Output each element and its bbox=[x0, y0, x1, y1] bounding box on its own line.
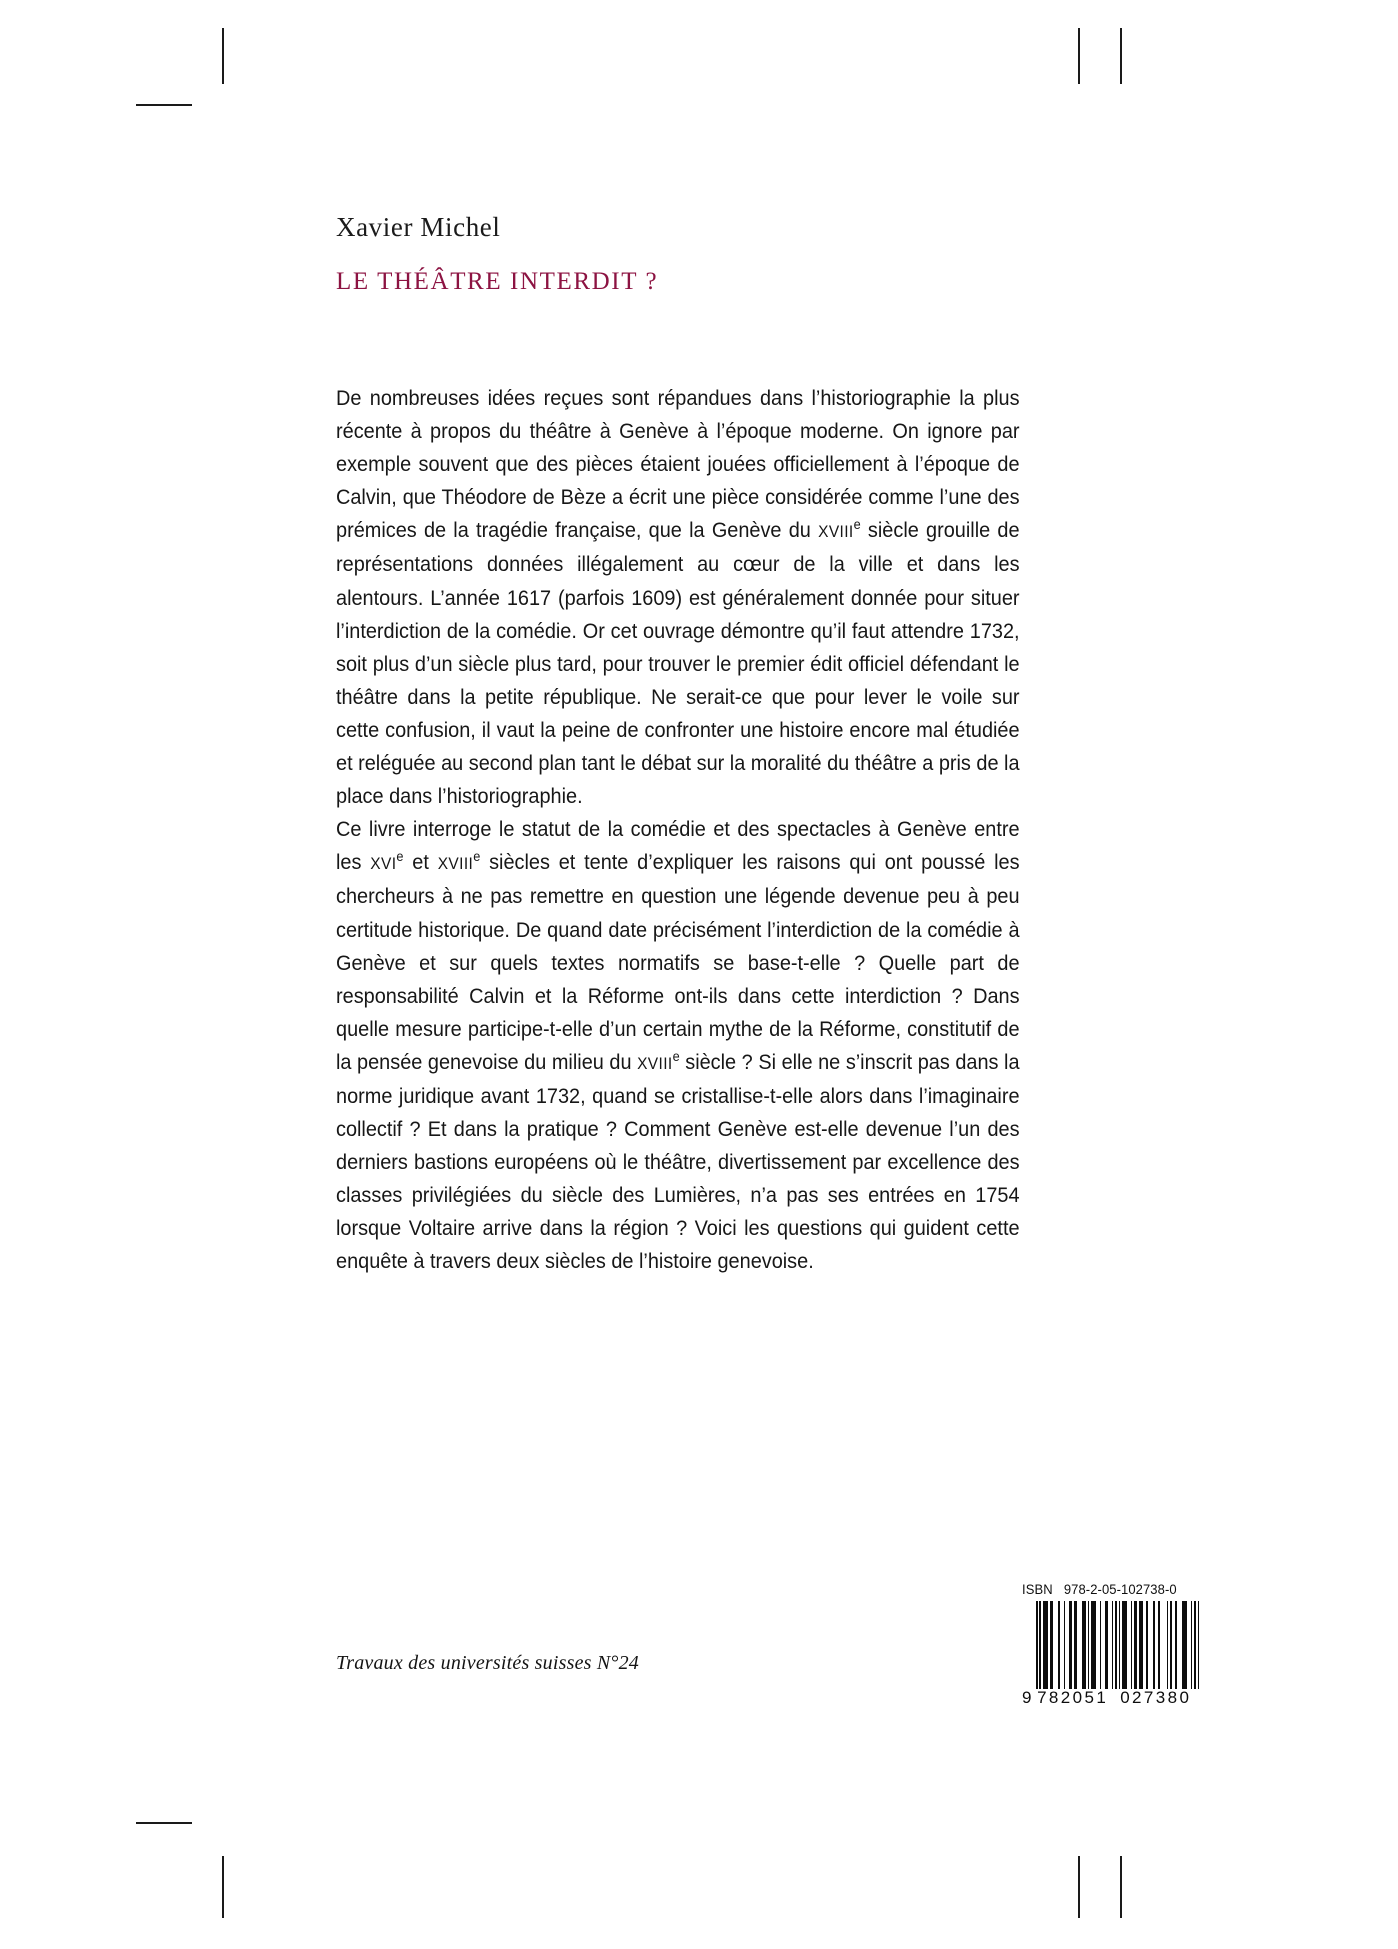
blurb-paragraph-2 bbox=[336, 813, 1020, 1278]
crop-mark-top-right bbox=[1078, 28, 1080, 84]
book-title: LE THÉÂTRE INTERDIT ? bbox=[336, 268, 659, 295]
bleed-mark-top-left bbox=[136, 104, 192, 106]
blurb-p1-part-a: De nombreuses idées reçues sont répandues dans l’historiographie la plus récente à propos du théâtre à Genève à l’époque moderne. On ignore par exemple souvent que des pièces étaient jouées officiellement à l’époque de Calvin, que Théodore de Bèze a écrit une pièce considérée comme l’une des prémices de la tragédie française, que la Genève du bbox=[336, 386, 1020, 543]
crop-mark-top-left bbox=[222, 28, 224, 84]
isbn-label: ISBN bbox=[1022, 1582, 1053, 1597]
ean13-digits bbox=[1022, 1688, 1206, 1708]
blurb-p2-part-b: et bbox=[403, 850, 438, 875]
century-18-first: XVIII bbox=[818, 522, 854, 542]
series-line: Travaux des universités suisses N°24 bbox=[336, 1652, 639, 1674]
ordinal-suffix-b: e bbox=[396, 849, 404, 865]
blurb-p1-part-b: siècle grouille de représentations données illégalement au cœur de la ville et dans les alentours. L’année 1617 (parfois 1609) est généralement donnée pour situer l’interdiction de la comédie. Or cet ouvrage démontre qu’il faut attendre 1732, soit plus d’un siècle plus tard, pour trouver le premier édit officiel défendant le théâtre dans la petite république. Ne serait-ce que pour lever le voile sur cette confusion, il vaut la peine de confronter une histoire encore mal étudiée et reléguée au second plan tant le débat sur la moralité du théâtre a pris de la place dans l’historiographie. bbox=[336, 518, 1020, 809]
century-18-third: XVIII bbox=[637, 1053, 673, 1073]
crop-mark-bottom-right bbox=[1078, 1856, 1080, 1918]
isbn-number: 978-2-05-102738-0 bbox=[1063, 1582, 1177, 1597]
author-name: Xavier Michel bbox=[336, 212, 501, 242]
ean-lead-digit: 9 bbox=[1022, 1688, 1033, 1707]
crop-mark-top-right-out bbox=[1120, 28, 1122, 84]
ean-group-1: 782051 bbox=[1037, 1688, 1109, 1707]
blurb-p2-part-d: siècle ? Si elle ne s’inscrit pas dans la norme juridique avant 1732, quand se cristallise-t-elle alors dans l’imaginaire collectif ? Et dans la pratique ? Comment Genève est-elle devenue l’un des derniers bastions européens où le théâtre, divertissement par excellence des classes privilégiées du siècle des Lumières, n’a pas ses entrées en 1754 lorsque Voltaire arrive dans la région ? Voici les questions qui guident cette enquête à travers deux siècles de l’histoire genevoise. bbox=[336, 1049, 1020, 1274]
blurb-text bbox=[336, 382, 1020, 1279]
blurb-p2-part-a: Ce livre interroge le statut de la comédie et des spectacles à Genève entre les bbox=[336, 817, 1020, 875]
crop-mark-bottom-right-out bbox=[1120, 1856, 1122, 1918]
ordinal-suffix-a: e bbox=[853, 517, 861, 533]
blurb-p2-part-c: siècles et tente d’expliquer les raisons qui ont poussé les chercheurs à ne pas remettre en question une légende devenue peu à peu certitude historique. De quand date précisément l’interdiction de la comédie à Genève et sur quels textes normatifs se base-t-elle ? Quelle part de responsabilité Calvin et la Réforme ont-ils dans cette interdiction ? Dans quelle mesure participe-t-elle d’un certain mythe de la Réforme, constitutif de la pensée genevoise du milieu du bbox=[336, 850, 1020, 1074]
ordinal-suffix-c: e bbox=[473, 849, 481, 865]
isbn-line bbox=[1022, 1582, 1200, 1597]
barcode-block bbox=[1022, 1582, 1206, 1708]
ean13-barcode-bars bbox=[1036, 1601, 1206, 1689]
century-16: XVI bbox=[370, 854, 397, 874]
crop-mark-bottom-left bbox=[222, 1856, 224, 1918]
century-18-second: XVIII bbox=[437, 854, 474, 874]
bleed-mark-bottom-left bbox=[136, 1822, 192, 1824]
ordinal-suffix-d: e bbox=[672, 1048, 680, 1064]
blurb-paragraph-1 bbox=[336, 382, 1020, 813]
ean-group-2: 027380 bbox=[1120, 1688, 1192, 1707]
